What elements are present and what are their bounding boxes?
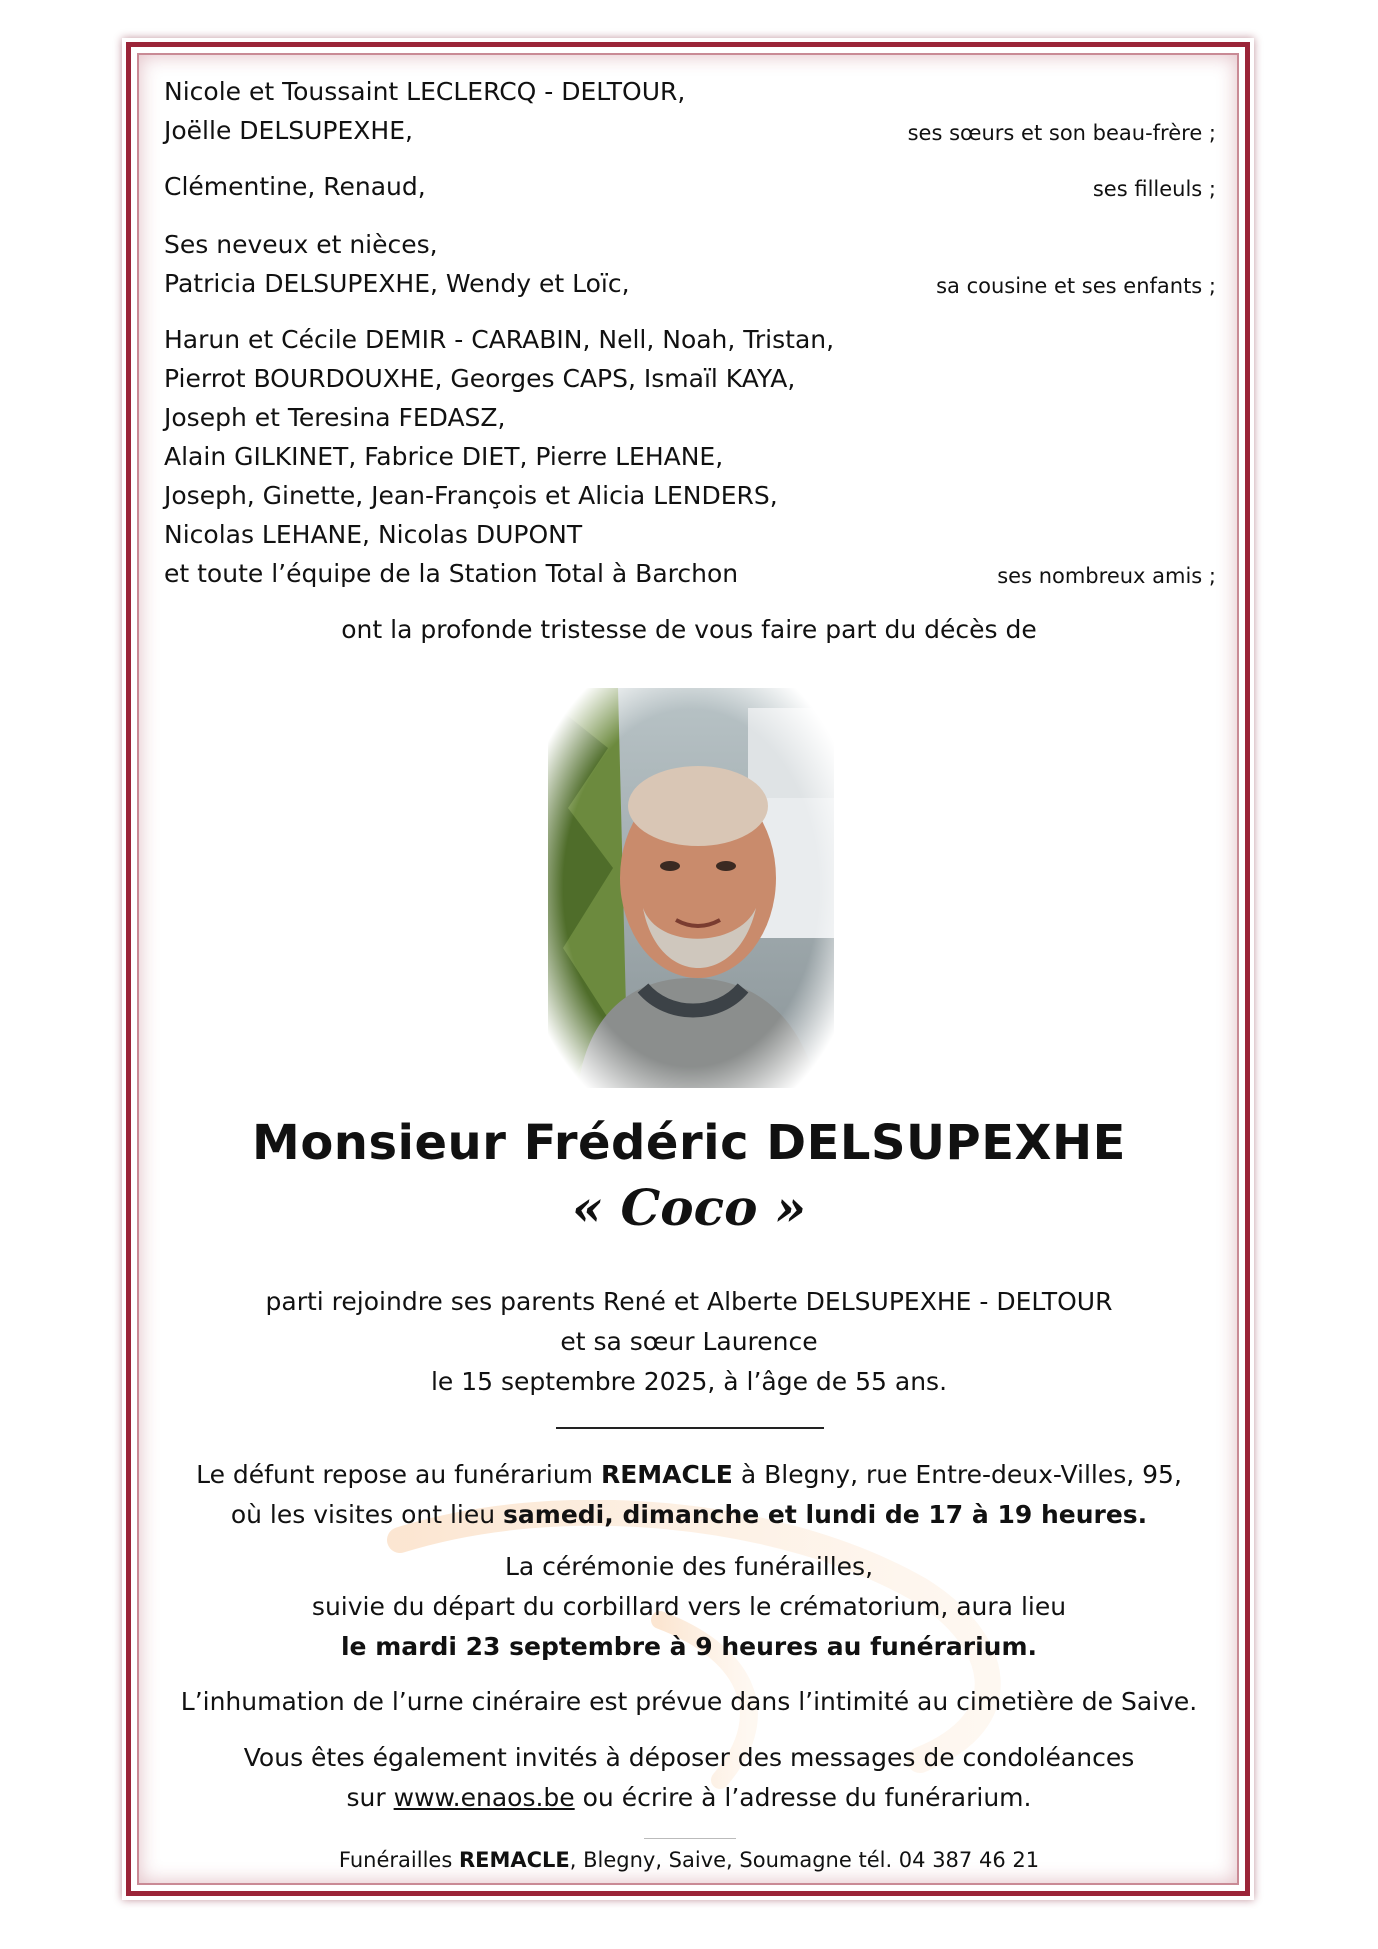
deceased-info: le 15 septembre 2025, à l’âge de 55 ans. xyxy=(430,1367,948,1396)
friends-line: Pierrot BOURDOUXHE, Georges CAPS, Ismaïl KAYA, xyxy=(164,364,796,393)
deceased-name: Monsieur Frédéric DELSUPEXHE xyxy=(252,1115,1126,1171)
friends-line: Nicolas LEHANE, Nicolas DUPONT xyxy=(164,520,583,549)
rest-place: Le défunt repose au funérarium REMACLE à Blegny, rue Entre-deux-Villes, 95, xyxy=(196,1460,1182,1489)
friends-line: Joseph, Ginette, Jean-François et Alicia LENDERS, xyxy=(164,481,778,510)
ceremony-date: le mardi 23 septembre à 9 heures au funérarium. xyxy=(340,1632,1038,1661)
family-line: Ses neveux et nièces, xyxy=(164,230,438,259)
relation-tag: ses filleuls ; xyxy=(1092,177,1216,201)
relation-tag: sa cousine et ses enfants ; xyxy=(936,274,1216,298)
family-line: Clémentine, Renaud, xyxy=(164,172,426,201)
family-line: Patricia DELSUPEXHE, Wendy et Loïc, xyxy=(164,269,630,298)
ceremony-info: suivie du départ du corbillard vers le crématorium, aura lieu xyxy=(311,1592,1067,1621)
announcement: ont la profonde tristesse de vous faire part du décès de xyxy=(341,615,1037,644)
condolences-info: Vous êtes également invités à déposer des messages de condoléances xyxy=(243,1743,1135,1772)
relation-tag: ses nombreux amis ; xyxy=(997,564,1216,588)
visit-hours: où les visites ont lieu samedi, dimanche et lundi de 17 à 19 heures. xyxy=(230,1500,1148,1529)
deceased-nickname: « Coco » xyxy=(571,1178,807,1237)
burial-info: L’inhumation de l’urne cinéraire est prévue dans l’intimité au cimetière de Saive. xyxy=(180,1687,1198,1716)
friends-line: Alain GILKINET, Fabrice DIET, Pierre LEHANE, xyxy=(164,442,724,471)
footer-divider xyxy=(644,1838,736,1839)
family-line: Joëlle DELSUPEXHE, xyxy=(164,116,413,145)
website-link[interactable]: www.enaos.be xyxy=(393,1783,575,1812)
funeral-home-footer: Funérailles REMACLE, Blegny, Saive, Soumagne tél. 04 387 46 21 xyxy=(338,1848,1040,1872)
friends-line: Harun et Cécile DEMIR - CARABIN, Nell, Noah, Tristan, xyxy=(164,325,835,354)
divider-line xyxy=(556,1427,824,1429)
family-line: Nicole et Toussaint LECLERCQ - DELTOUR, xyxy=(164,77,686,106)
ceremony-info: La cérémonie des funérailles, xyxy=(504,1552,874,1581)
friends-line: Joseph et Teresina FEDASZ, xyxy=(164,403,506,432)
deceased-info: parti rejoindre ses parents René et Alberte DELSUPEXHE - DELTOUR xyxy=(265,1287,1113,1316)
friends-line: et toute l’équipe de la Station Total à Barchon xyxy=(164,559,739,588)
relation-tag: ses sœurs et son beau-frère ; xyxy=(907,121,1216,145)
condolences-info: sur www.enaos.be ou écrire à l’adresse du funérarium. xyxy=(346,1783,1032,1812)
portrait-photo xyxy=(548,688,834,1088)
deceased-info: et sa sœur Laurence xyxy=(560,1327,818,1356)
